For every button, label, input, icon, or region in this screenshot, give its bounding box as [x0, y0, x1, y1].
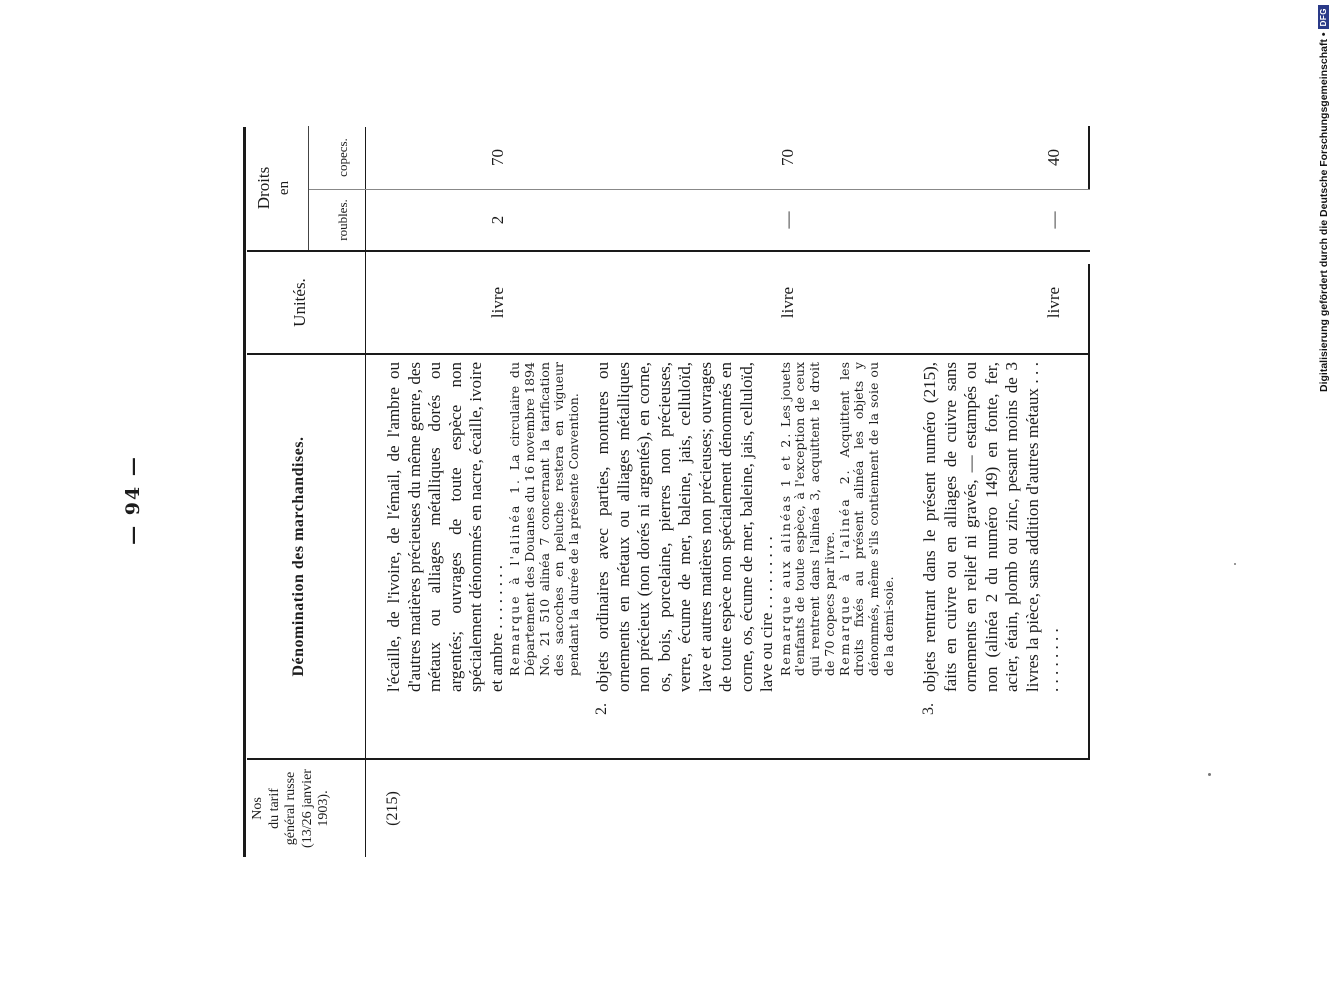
header-nos-line4: (13/26 janvier: [299, 769, 315, 848]
header-unites: Unités.: [290, 278, 309, 327]
header-roubles: roubles.: [335, 199, 350, 241]
entry-3-copecs: 40: [1044, 149, 1063, 166]
col-sep-unites: [247, 250, 1090, 252]
entry-3-text: objets rentrant dans le présent numéro (215), faits en cuivre ou en alliages de cuivre sans ornements en relief ni gravés, — estampés ou non (alinéa 2 du numéro 149) en fonte, fer, acier, étain, plomb ou zinc, pesant moins de 3 livres la pièce, sans addition d'autres métaux . . . . . . . . . . .: [920, 362, 1062, 692]
page-number: — 94 —: [122, 455, 144, 545]
header-droits-en: en: [276, 180, 292, 196]
table-top-rule: [243, 127, 246, 857]
tariff-number: (215): [384, 791, 401, 826]
credit-text: Digitalisierung gefördert durch die Deutsche Forschungsgemeinschaft •: [1318, 32, 1330, 392]
entry-2: [593, 362, 897, 692]
header-nos-line5: 1903).: [316, 790, 332, 827]
entry-1-unit: livre: [488, 286, 507, 319]
entry-2-text: objets ordinaires avec parties, montures ou ornements en métaux ou alliages métalliques non précieux (non dorés ni argentés), en corne, os, bois, porcelaine, pierres non précieuses, verre, écume de mer, baleine, jais, celluloïd, lave et autres matières non précieuses; ouvrages de toute espèce non spécialement dénommés en corne, os, écume de mer, baleine, jais, celluloïd, lave ou cire . . . . . . . . .: [593, 362, 776, 692]
entry-3-roubles: —: [1044, 211, 1063, 229]
entry-3-unit: livre: [1044, 286, 1063, 319]
entry-1-remark-text: La circulaire du Département des Douanes du 16 novembre 1894 No. 21 510 alinéa 7 concernant la tarification des sacoches en peluche restera en vigueur pendant la durée de la présente Convention.: [507, 362, 582, 676]
header-nos-line1: Nos: [250, 797, 265, 820]
table-bottom-rule-right: [1088, 126, 1090, 190]
header-bottom-rule: [365, 127, 366, 857]
entry-1-text: l'écaille, de l'ivoire, de l'émail, de l'ambre ou d'autres matières précieuses du même genre, des métaux ou alliages métalliques dorés ou argentés; ouvrages de toute espèce non spécialement dénommés en nacre, écaille, ivoire et ambre . . . . . . . .: [384, 362, 506, 692]
col-sep-roubles: [308, 189, 1090, 190]
entry-2-remark-1-label: Remarque aux alinéas 1 et 2.: [777, 431, 793, 676]
entry-1-copecs: 70: [488, 149, 507, 166]
header-nos: [250, 760, 333, 857]
entry-2-remark-1-text: Les jouets d'enfants de toute espèce, à l'exception de ceux qui rentrent dans l'alinéa 3, acquittent le droit de 70 copecs par livre.: [777, 361, 837, 676]
col-sep-nos: [247, 758, 1090, 760]
entry-2-number: 2.: [593, 703, 610, 715]
entry-2-remark-2-label: Remarque à l'alinéa 2.: [836, 468, 852, 676]
entry-3: [920, 362, 1064, 692]
entry-1: [384, 362, 582, 692]
entry-1-remark-label: Remarque à l'alinéa 1.: [507, 477, 522, 676]
entry-2-remark-2: [838, 362, 897, 676]
col-sep-denomination: [247, 353, 1090, 355]
header-nos-line3: général russe: [283, 771, 299, 846]
header-nos-line2: du tarif: [266, 788, 282, 829]
table-bottom-rule: [1088, 264, 1090, 760]
entry-2-unit: livre: [778, 286, 797, 319]
droits-subheader-rule: [308, 126, 309, 250]
entry-2-copecs: 70: [778, 149, 797, 166]
header-copecs: copecs.: [335, 138, 350, 177]
header-droits: Droits: [254, 166, 273, 210]
entry-2-roubles: —: [778, 211, 797, 229]
entry-3-number: 3.: [920, 703, 937, 715]
entry-1-roubles: 2: [488, 215, 507, 225]
entry-2-remark-2-text: Acquittent les droits fixés au présent alinéa les objets y dénommés, même s'ils contiennent de la soie ou de la demi-soie.: [836, 362, 897, 676]
entry-2-remark-1: [779, 362, 838, 676]
header-denomination: Dénomination des marchandises.: [290, 436, 307, 677]
entry-1-remark: [508, 362, 582, 676]
dfg-logo: DFG: [1318, 5, 1329, 29]
